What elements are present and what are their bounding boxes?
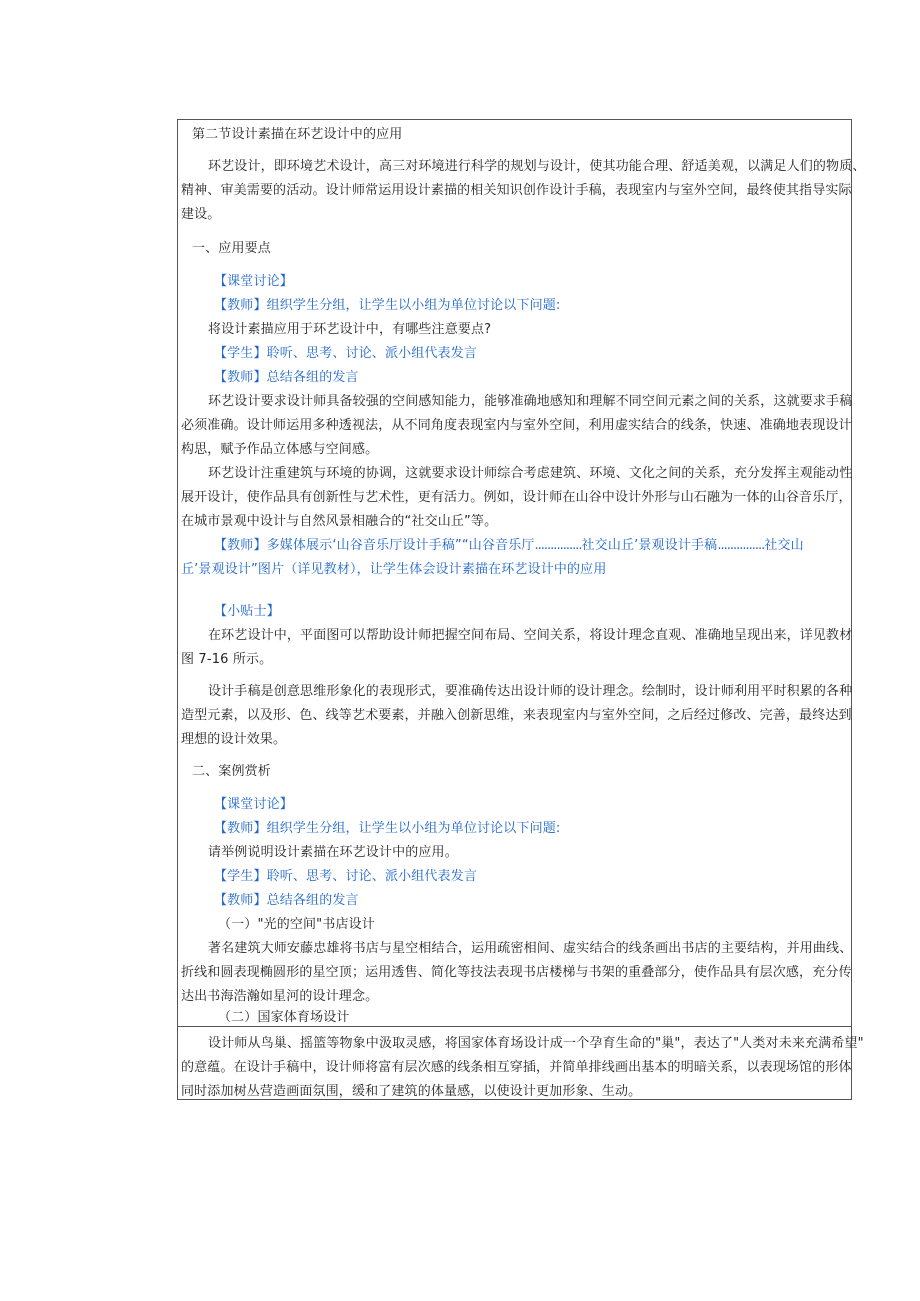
part2-teacher-prompt: 【教师】组织学生分组，让学生以小组为单位讨论以下问题:: [214, 821, 561, 836]
case2-line1: 设计师从鸟巢、摇篮等物象中汲取灵感，将国家体育场设计成一个孕育生命的"巢"，表达了"人类对未来充满希望": [208, 1036, 864, 1051]
part1-discussion-tag: 【课堂讨论】: [214, 274, 293, 289]
part1-student: 【学生】聆听、思考、讨论、派小组代表发言: [214, 346, 478, 361]
table-divider: [178, 1026, 851, 1027]
part1-question: 将设计素描应用于环艺设计中，有哪些注意要点?: [208, 322, 492, 337]
section-title: 第二节设计素描在环艺设计中的应用: [192, 127, 403, 142]
lesson-plan-frame: [177, 119, 866, 1100]
case1-line2: 折线和圆表现椭圆形的星空顶；运用透售、简化等技法表现书店楼梯与书架的重叠部分，使作品具有层次感，充分传: [181, 965, 852, 980]
case2-line3: 同时添加树丛营造画面氛围，缓和了建筑的体量感，以使设计更加形象、生动。: [181, 1084, 642, 1099]
part1-para3-line3: 理想的设计效果。: [181, 732, 287, 747]
case1-line1: 著名建筑大师安藤忠雄将书店与星空相结合，运用疏密相间、虚实结合的线条画出书店的主要结构，并用曲线、: [208, 941, 853, 956]
part1-teacher-prompt: 【教师】组织学生分组，让学生以小组为单位讨论以下问题:: [214, 298, 561, 313]
part1-media-line1: [214, 534, 804, 558]
case2-title: （二）国家体育场设计: [218, 1010, 350, 1025]
tip-line2: 图 7-16 所示。: [181, 652, 273, 667]
intro-line-2: 精神、审美需要的活动。设计师常运用设计素描的相关知识创作设计手稿，表现室内与室外空间，最终使其指导实际: [181, 183, 852, 198]
media-dots-2: ...............: [717, 538, 765, 553]
part1-para2-line3: 在城市景观中设计与自然风景相融合的“社交山丘”等。: [181, 514, 498, 529]
intro-line-3: 建设。: [181, 207, 221, 222]
part2-student: 【学生】聆听、思考、讨论、派小组代表发言: [214, 869, 478, 884]
media-dots-1: ...............: [534, 538, 582, 553]
part2-discussion-tag: 【课堂讨论】: [214, 797, 293, 812]
tip-line1: 在环艺设计中，平面图可以帮助设计师把握空间布局、空间关系，将设计理念直观、准确地呈现出来，详见教材: [208, 628, 853, 643]
media-text-c: 社交山: [764, 538, 804, 553]
part1-para1-line2: 必须准确。设计师运用多种透视法，从不同角度表现室内与室外空间，利用虚实结合的线条，快速、准确地表现设计: [181, 418, 852, 433]
part1-para1-line3: 构思，赋予作品立体感与空间感。: [181, 442, 379, 457]
intro-line-1: 环艺设计，即环境艺术设计，高三对环境进行科学的规划与设计，使其功能合理、舒适美观，以满足人们的物质、: [208, 159, 866, 174]
case1-line3: 达出书海浩瀚如星河的设计理念。: [181, 989, 379, 1004]
part1-para3-line2: 造型元素，以及形、色、线等艺术要素，并融入创新思维，来表现室内与室外空间，之后经过修改、完善，最终达到: [181, 708, 852, 723]
case2-line2: 的意蕴。在设计手稿中，设计师将富有层次感的线条相互穿插，并简单排线画出基本的明暗关系，以表现场馆的形体: [181, 1060, 852, 1075]
part1-media-line2: 丘’景观设计”图片（详见教材），让学生体会设计素描在环艺设计中的应用: [181, 562, 607, 577]
tip-tag: 【小贴士】: [214, 604, 280, 619]
part2-heading: 二、案例赏析: [192, 764, 271, 779]
part1-para1-line1: 环艺设计要求设计师具备较强的空间感知能力，能够准确地感知和理解不同空间元素之间的关系，这就要求手稿: [208, 394, 853, 409]
media-text-a: 【教师】多媒体展示‘山谷音乐厅设计手稿”“山谷音乐厅: [214, 538, 535, 553]
part2-teacher-summary: 【教师】总结各组的发言: [214, 893, 359, 908]
case1-title: （一）"光的空间"书店设计: [218, 917, 375, 932]
media-text-b: 社交山丘’景观设计手稿: [581, 538, 718, 553]
part1-para2-line1: 环艺设计注重建筑与环境的协调，这就要求设计师综合考虑建筑、环境、文化之间的关系，充分发挥主观能动性: [208, 466, 853, 481]
part2-question: 请举例说明设计素描在环艺设计中的应用。: [208, 845, 458, 860]
part1-para2-line2: 展开设计，使作品具有创新性与艺术性，更有活力。例如，设计师在山谷中设计外形与山石融为一体的山谷音乐厅，: [181, 490, 852, 505]
part1-teacher-summary: 【教师】总结各组的发言: [214, 370, 359, 385]
part1-para3-line1: 设计手稿是创意思维形象化的表现形式，要准确传达出设计师的设计理念。绘制时，设计师利用平时积累的各种: [208, 684, 853, 699]
part1-heading: 一、应用要点: [192, 241, 271, 256]
